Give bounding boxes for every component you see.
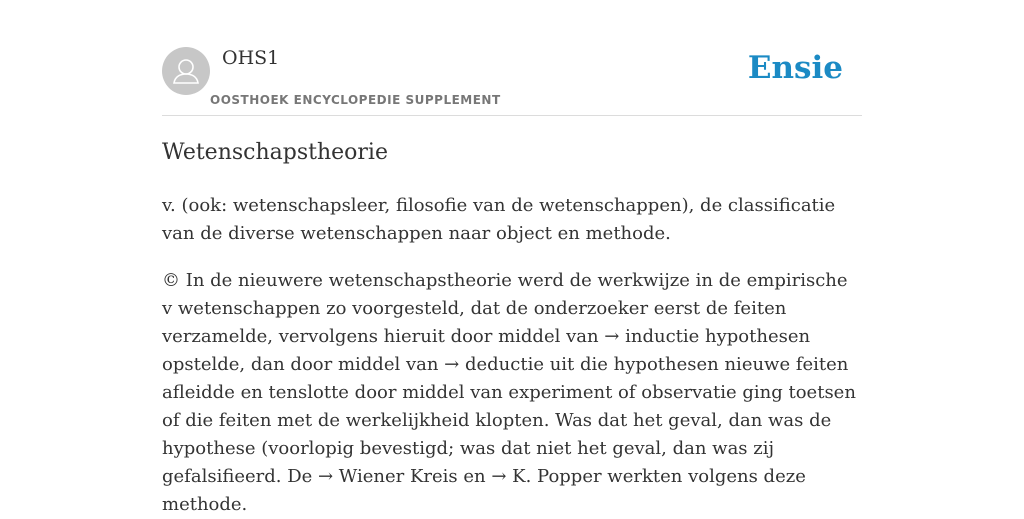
- article-paragraph: © In de nieuwere wetenschapstheorie werd de werkwijze in de empirische v wetenschappen zo voorgesteld, dat de onderzoeker eerst de feiten verzamelde, vervolgens hieruit door middel van → inductie hypothesen opstelde, dan door middel van → deductie uit die hypothesen nieuwe feiten afleidde en tenslotte door middel van experiment of observatie ging toetsen of die feiten met de werkelijkheid klopten. Was dat het geval, dan was de hypothese (voorlopig bevestigd; was dat niet het geval, dan was zij gefalsifieerd. De → Wiener Kreis en → K. Popper werkten volgens deze methode.: [162, 270, 856, 515]
- article-title: Wetenschapstheorie: [162, 140, 388, 165]
- avatar[interactable]: [162, 47, 210, 95]
- article-paragraph: v. (ook: wetenschapsleer, filosofie van de wetenschappen), de classificatie van de diverse wetenschappen naar object en methode.: [162, 195, 836, 244]
- brand-logo[interactable]: Ensie: [747, 50, 843, 86]
- article-card: [162, 0, 862, 515]
- author-name[interactable]: OHS1: [222, 47, 280, 69]
- article-header: [162, 0, 862, 116]
- source-label: OOSTHOEK ENCYCLOPEDIE SUPPLEMENT: [210, 93, 501, 107]
- user-icon: [162, 47, 210, 95]
